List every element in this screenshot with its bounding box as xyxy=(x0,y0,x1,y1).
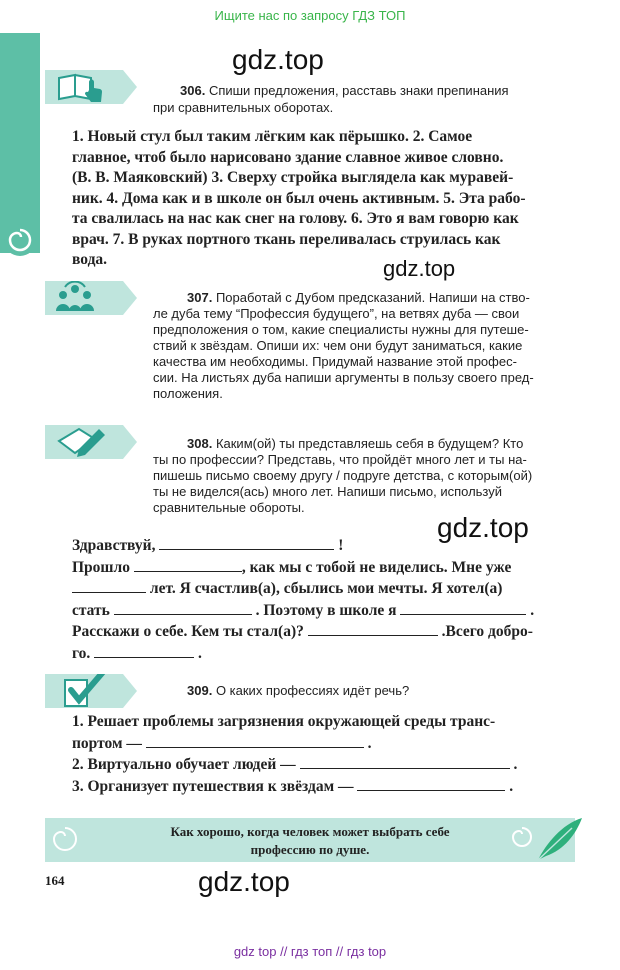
answer-3-blank[interactable] xyxy=(357,776,505,791)
text-line: качества им необходимы. Придумай название этой профес- xyxy=(153,354,517,369)
text-line: (В. В. Маяковский) 3. Сверху стройка выглядела как муравей- xyxy=(72,169,514,186)
top-search-hint[interactable]: Ищите нас по запросу ГДЗ ТОП xyxy=(214,8,406,23)
text-line: 1. Решает проблемы загрязнения окружающей среды транс- xyxy=(72,713,496,730)
side-accent-band xyxy=(0,33,40,253)
task-309-text xyxy=(72,712,577,797)
task-306-instruction-2: при сравнительных оборотах. xyxy=(153,100,334,115)
letter-line-1: Здравствуй, ! xyxy=(72,537,344,554)
letter-form xyxy=(72,535,577,664)
text-line: положения. xyxy=(153,386,223,401)
task-308-text: 308. Каким(ой) ты представляешь себя в будущем? Кто ты по профессии? Представь, что пройдёт много лет и ты на- пишешь письмо своему другу / подруге детства, с которым(ой) ты не виделся(ась) много лет. Напиши письмо, используй сравнительные обороты. xyxy=(153,436,575,516)
letter-line-4: стать . Поэтому в школе я . xyxy=(72,601,535,619)
answer-2-blank[interactable] xyxy=(300,754,510,769)
friend-profession-blank[interactable] xyxy=(308,621,438,636)
school-activity-blank[interactable] xyxy=(400,600,526,615)
swirl-right-icon xyxy=(510,824,534,856)
letter-line-5: Расскажи о себе. Кем ты стал(а)? .Всего добро- xyxy=(72,623,533,640)
text-line: ствий к звёздам. Опиши их: чем они будут заниматься, какие xyxy=(153,338,523,353)
letter-line-2: Прошло , как мы с тобой не виделись. Мне уже xyxy=(72,558,512,576)
book-hand-icon xyxy=(45,70,137,104)
text-line: та свалилась на нас как снег на голову. 6. Это я вам говорю как xyxy=(72,210,519,227)
spiral-decoration-icon xyxy=(2,222,38,258)
motto-text: Как хорошо, когда человек может выбрать себе профессию по душе. xyxy=(170,824,450,857)
watermark: gdz.top xyxy=(198,866,290,897)
text-line: 1. Новый стул был таким лёгким как пёрышко. 2. Самое xyxy=(72,128,473,145)
text-line: врач. 7. В руках портного ткань переливалась струилась как xyxy=(72,230,501,248)
swirl-left-icon xyxy=(50,824,80,856)
greeting-name-blank[interactable] xyxy=(159,535,334,550)
task-306-text xyxy=(72,127,577,271)
text-line: ты не виделся(ась) много лет. Напиши письмо, используй xyxy=(153,484,503,499)
text-line: пишешь письмо своему другу / подруге детства, с которым(ой) xyxy=(153,468,533,483)
footer-links[interactable]: gdz top // гдз топ // гдз top xyxy=(233,944,387,959)
pencil-writing-icon xyxy=(45,425,137,459)
text-line: предположения о том, какие специалисты нужны для путеше- xyxy=(153,322,529,337)
checkmark-icon xyxy=(45,674,137,708)
letter-line-6: го. . xyxy=(72,644,202,662)
text-line: ты по профессии? Представь, что пройдёт много лет и ты на- xyxy=(153,452,527,467)
watermark: gdz.top xyxy=(383,256,456,281)
task-309-instruction: 309. О каких профессиях идёт речь? xyxy=(187,683,410,698)
watermark: gdz.top xyxy=(437,512,529,543)
watermark: gdz.top xyxy=(232,44,324,75)
group-people-icon xyxy=(45,281,137,315)
task-306-instruction: 306. Спиши предложения, расставь знаки препинания xyxy=(180,83,509,98)
text-line: ник. 4. Дома как и в школе он был очень активным. 5. Эта рабо- xyxy=(72,189,526,207)
task-307-text: 307. Поработай с Дубом предсказаний. Напиши на ство- ле дуба тему “Профессия будущего”, на ветвях дуба — свои предположения о том, какие специалисты нужны для путеше- ствий к звёздам. Опиши их: чем они будут заниматься, какие качества им необходимы. Придумай название этой профес- сии. На листьях дуба напиши аргументы в пользу своего пред- положения. xyxy=(153,290,575,402)
task-309-line-2: портом — . xyxy=(72,734,372,752)
feather-icon xyxy=(532,814,584,864)
page-number: 164 xyxy=(45,873,65,888)
text-line: главное, чтоб было нарисовано здание славное живое словно. xyxy=(72,148,504,166)
answer-1-blank[interactable] xyxy=(146,733,364,748)
text-line: сии. На листьях дуба напиши аргументы в пользу своего пред- xyxy=(153,370,534,385)
years-passed-blank[interactable] xyxy=(134,557,242,572)
letter-line-3: лет. Я счастлив(а), сбылись мои мечты. Я хотел(а) xyxy=(72,578,577,600)
signature-blank[interactable] xyxy=(94,643,194,658)
task-309-line-4: 3. Организует путешествия к звёздам — . xyxy=(72,777,514,795)
profession-blank[interactable] xyxy=(114,600,252,615)
text-line: ле дуба тему “Профессия будущего”, на ветвях дуба — свои xyxy=(153,306,520,321)
text-line: вода. xyxy=(72,251,108,268)
task-309-line-3: 2. Виртуально обучает людей — . xyxy=(72,756,518,773)
text-line: сравнительные обороты. xyxy=(153,500,305,515)
age-blank[interactable] xyxy=(72,578,146,593)
